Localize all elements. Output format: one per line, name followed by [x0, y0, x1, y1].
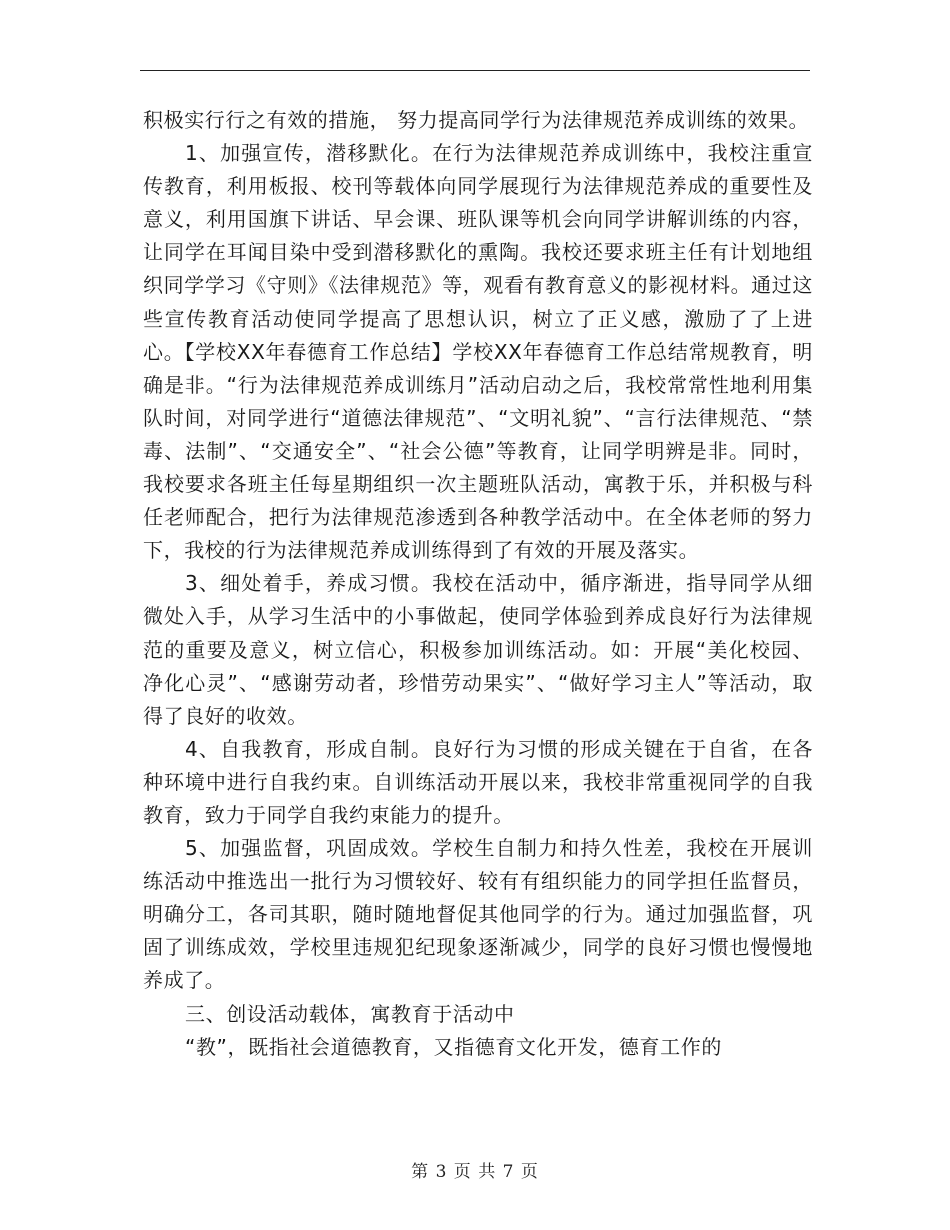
section-heading-3: 三、创设活动载体，寓教育于活动中 — [185, 1001, 515, 1026]
paragraph-item-3: 3、细处着手，养成习惯。我校在活动中，循序渐进，指导同学从细微处入手，从学习生活中的小事做起，使同学体验到养成良好行为法律规范的重要及意义，树立信心，积极参加训练活动。如：开展“美化校园、净化心灵”、“感谢劳动者，珍惜劳动果实”、“做好学习主人”等活动，取得了良好的收效。 — [143, 571, 813, 728]
header-rule — [140, 70, 810, 71]
paragraph-section-3-start: “教”，既指社会道德教育，又指德育文化开发，德育工作的 — [185, 1034, 722, 1059]
paragraph-item-5: 5、加强监督，巩固成效。学校生自制力和持久性差，我校在开展训练活动中推选出一批行为习惯较好、较有有组织能力的同学担任监督员，明确分工，各司其职，随时随地督促其他同学的行为。通过加强监督，巩固了训练成效，学校里违规犯纪现象逐渐减少，同学的良好习惯也慢慢地养成了。 — [143, 836, 813, 993]
paragraph-item-1: 1、加强宣传，潜移默化。在行为法律规范养成训练中，我校注重宣传教育，利用板报、校刊等载体向同学展现行为法律规范养成的重要性及意义，利用国旗下讲话、早会课、班队课等机会向同学讲解训练的内容，让同学在耳闻目染中受到潜移默化的熏陶。我校还要求班主任有计划地组织同学学习《守则》《法律规范》等，观看有教育意义的影视材料。通过这些宣传教育活动使同学提高了思想认识，树立了正义感，激励了了上进心。【学校XX年春德育工作总结】学校XX年春德育工作总结常规教育，明确是非。“行为法律规范养成训练月”活动启动之后，我校常常性地利用集队时间，对同学进行“道德法律规范”、“文明礼貌”、“言行法律规范、“禁毒、法制”、“交通安全”、“社会公德”等教育，让同学明辨是非。同时，我校要求各班主任每星期组织一次主题班队活动，寓教于乐，并积极与科任老师配合，把行为法律规范渗透到各种教学活动中。在全体老师的努力下，我校的行为法律规范养成训练得到了有效的开展及落实。 — [143, 141, 813, 563]
page-number: 第 3 页 共 7 页 — [411, 1162, 539, 1182]
paragraph-item-4: 4、自我教育，形成自制。良好行为习惯的形成关键在于自省，在各种环境中进行自我约束。自训练活动开展以来，我校非常重视同学的自我教育，致力于同学自我约束能力的提升。 — [143, 736, 813, 827]
document-body — [143, 104, 813, 1064]
paragraph-intro-continued: 积极实行行之有效的措施， 努力提高同学行为法律规范养成训练的效果。 — [143, 108, 810, 132]
